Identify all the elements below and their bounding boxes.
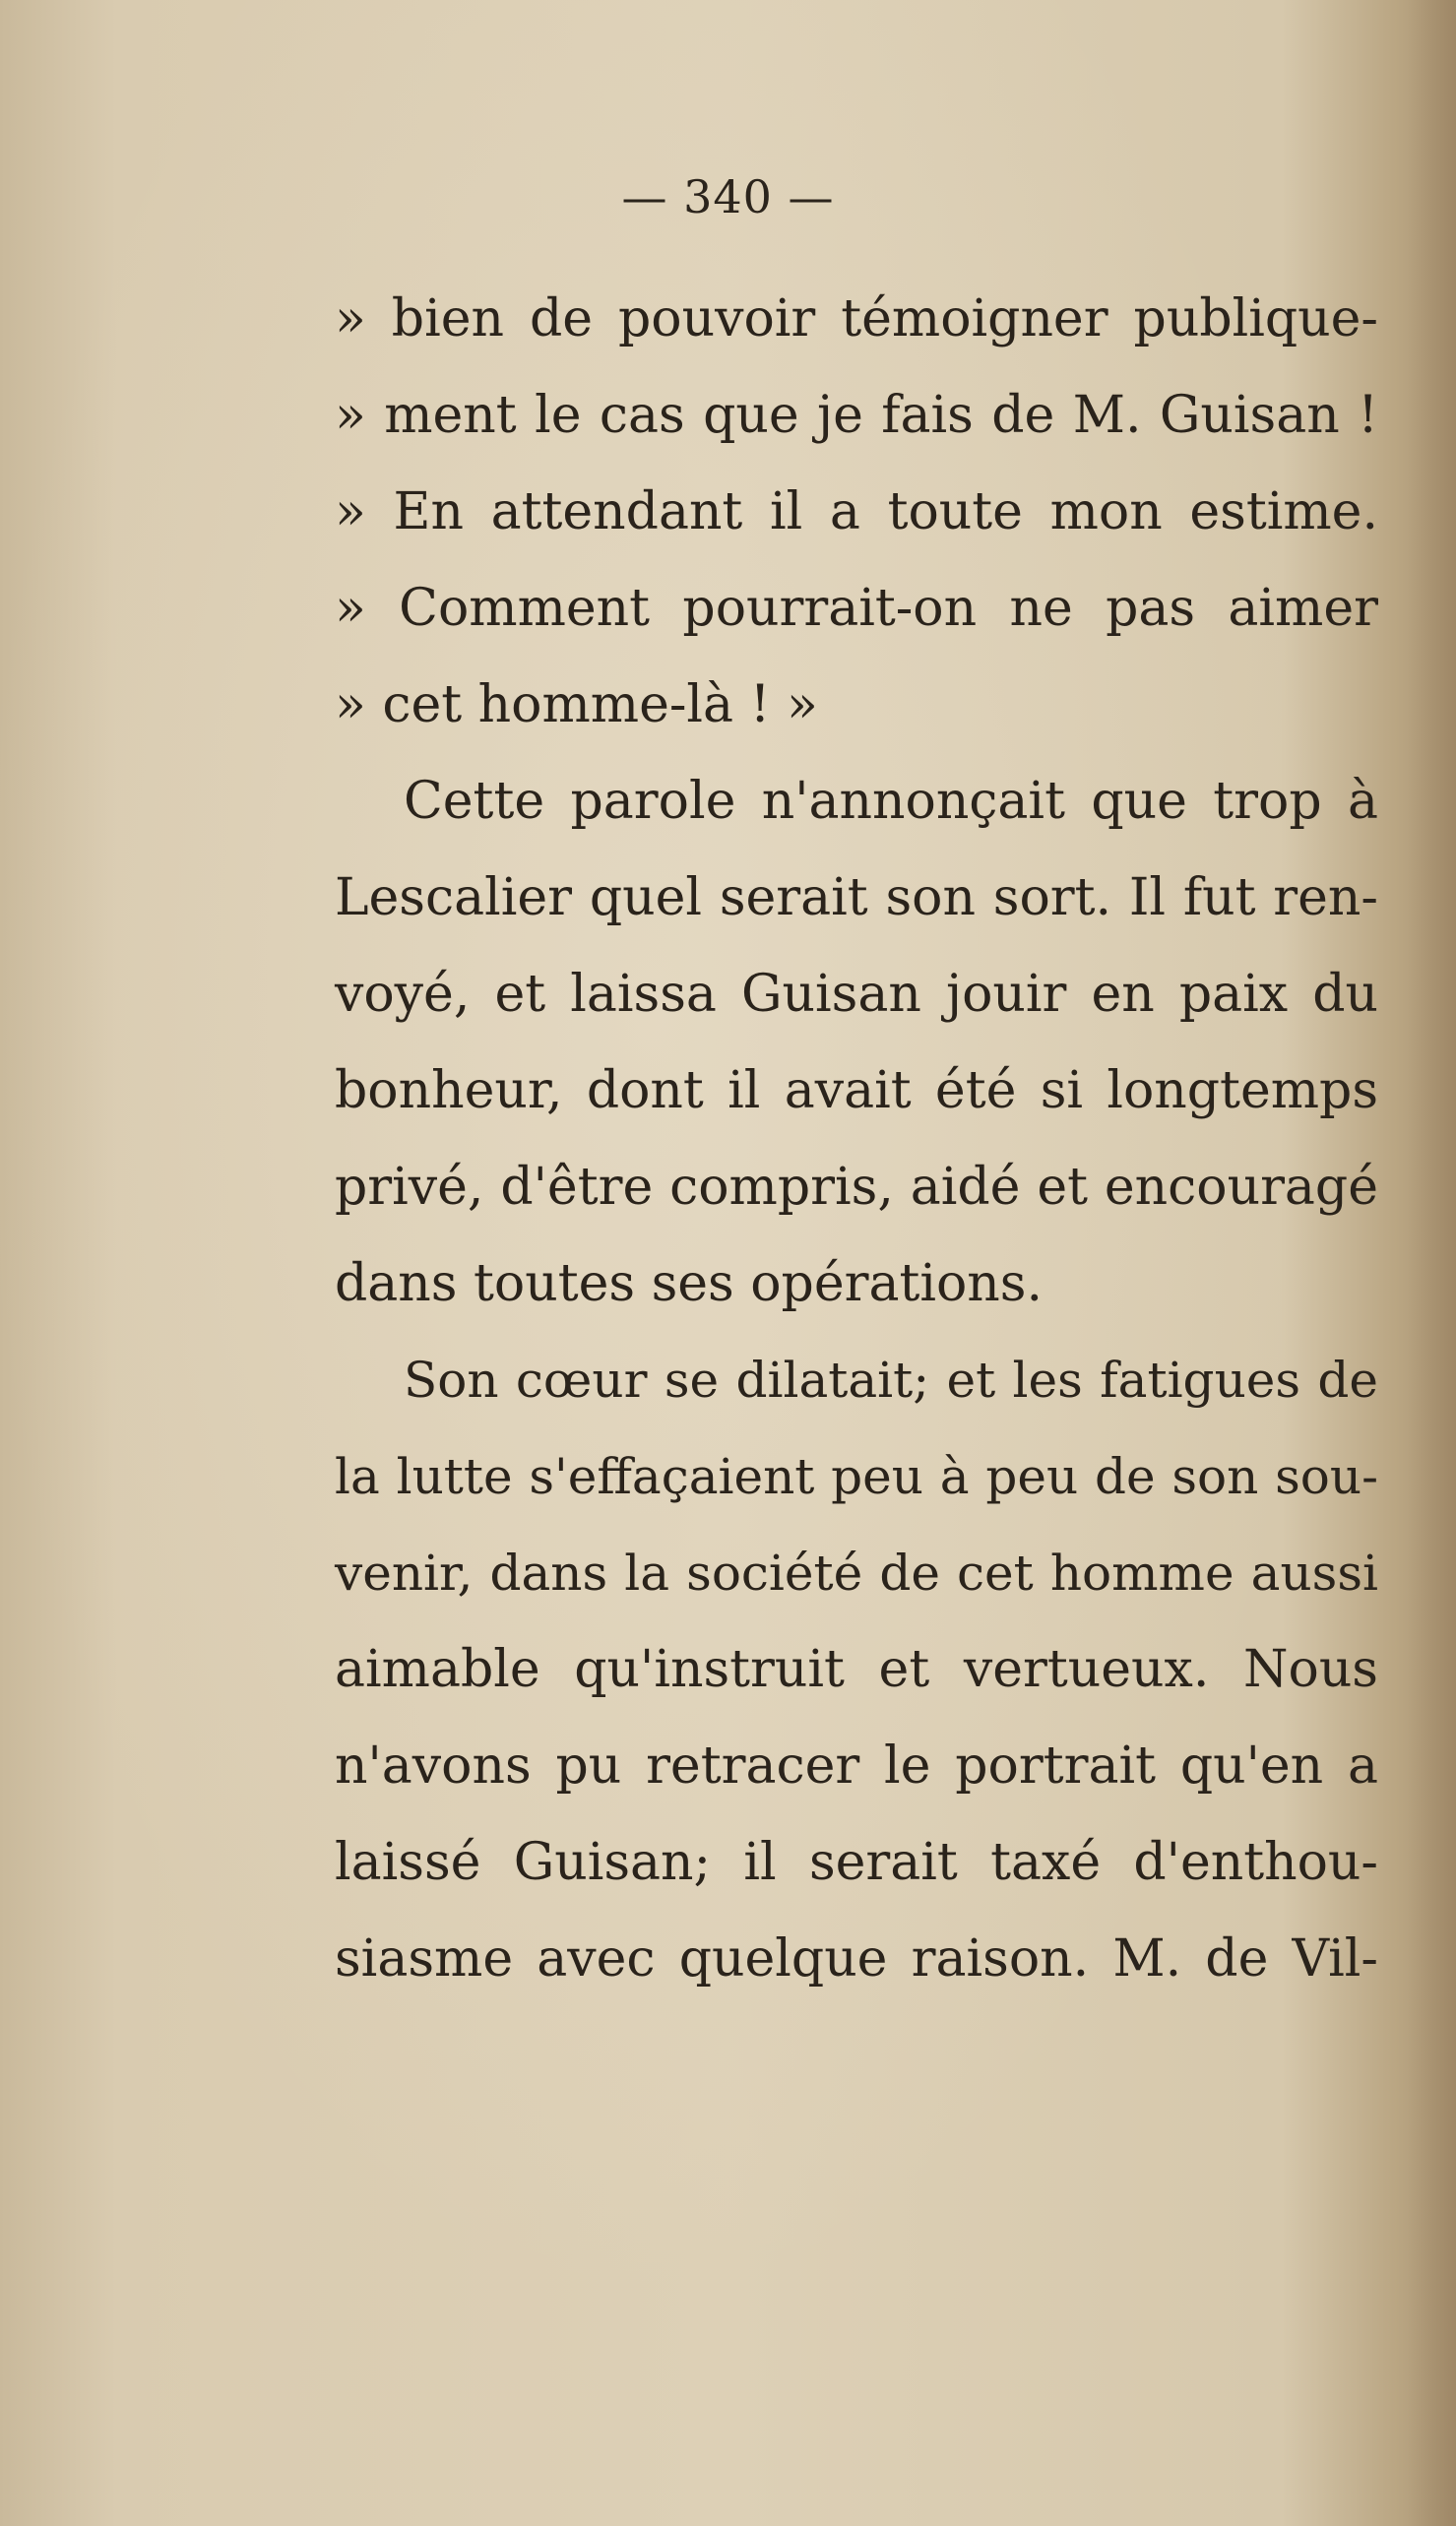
text-line: privé, d'être compris, aidé et encouragé <box>335 1158 1378 1217</box>
page-number: — 340 — <box>621 170 835 223</box>
text-line: siasme avec quelque raison. M. de Vil- <box>335 1929 1378 1989</box>
text-line: » cet homme-là ! » <box>335 675 818 734</box>
text-line: bonheur, dont il avait été si longtemps <box>335 1061 1378 1120</box>
text-line: n'avons pu retracer le portrait qu'en a <box>335 1737 1378 1796</box>
text-line: » En attendant il a toute mon estime. <box>335 482 1378 541</box>
text-line: Lescalier quel serait son sort. Il fut ren- <box>335 868 1378 927</box>
text-line: voyé, et laissa Guisan jouir en paix du <box>335 965 1378 1024</box>
text-line: la lutte s'effaçaient peu à peu de son sou- <box>335 1448 1378 1505</box>
page-body-text <box>335 271 1378 2007</box>
text-line: Son cœur se dilatait; et les fatigues de <box>404 1352 1378 1409</box>
text-line: venir, dans la société de cet homme aussi <box>335 1545 1378 1602</box>
text-line: laissé Guisan; il serait taxé d'enthou- <box>335 1833 1378 1892</box>
text-line: » bien de pouvoir témoigner publique- <box>335 289 1378 348</box>
text-line: » Comment pourrait-on ne pas aimer <box>335 579 1378 638</box>
text-line: aimable qu'instruit et vertueux. Nous <box>335 1640 1378 1699</box>
text-line: dans toutes ses opérations. <box>335 1254 1044 1313</box>
text-line: Cette parole n'annonçait que trop à <box>404 772 1378 831</box>
text-line: » ment le cas que je fais de M. Guisan ! <box>335 386 1378 445</box>
